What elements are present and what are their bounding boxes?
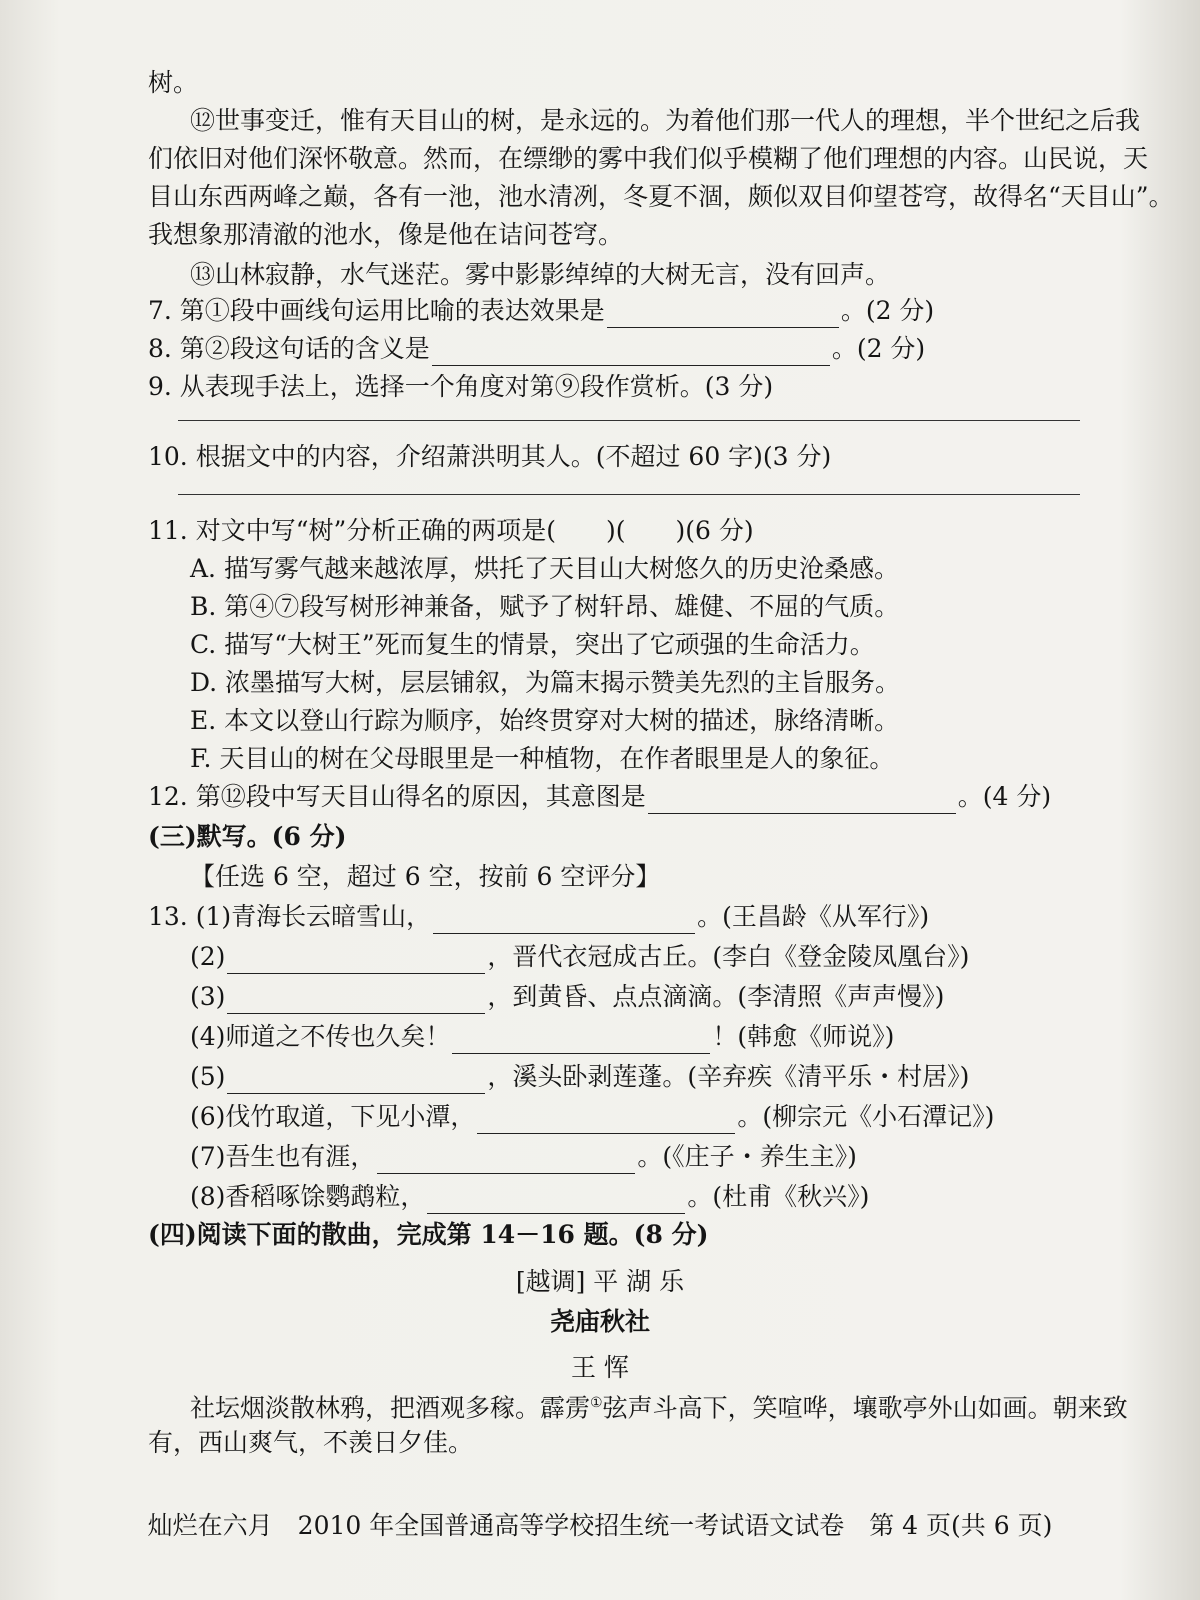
text-line: ⑬山林寂静，水气迷茫。雾中影影绰绰的大树无言，没有回声。 <box>190 260 891 289</box>
dictation-5: (5) ，溪头卧剥莲蓬。(辛弃疾《清平乐・村居》) <box>190 1060 969 1094</box>
poem-tune: [越调] 平 湖 乐 <box>515 1267 685 1296</box>
question-7: 7. 第①段中画线句运用比喻的表达效果是 。(2 分) <box>148 294 934 328</box>
option-e: E. 本文以登山行踪为顺序，始终贯穿对大树的描述，脉络清晰。 <box>190 706 900 735</box>
question-11: 11. 对文中写“树”分析正确的两项是( )( )(6 分) <box>148 516 754 545</box>
dictation-4: (4)师道之不传也久矣！ ！(韩愈《师说》) <box>190 1020 894 1054</box>
option-b: B. 第④⑦段写树形神兼备，赋予了树轩昂、雄健、不屈的气质。 <box>190 592 900 621</box>
option-c: C. 描写“大树王”死而复生的情景，突出了它顽强的生命活力。 <box>190 630 875 659</box>
answer-blank[interactable] <box>432 339 830 366</box>
answer-blank[interactable] <box>477 1107 735 1134</box>
answer-line[interactable] <box>178 420 1080 421</box>
dictation-6: (6)伐竹取道，下见小潭， 。(柳宗元《小石潭记》) <box>190 1100 994 1134</box>
answer-blank[interactable] <box>227 987 485 1014</box>
dictation-1: 13. (1)青海长云暗雪山， 。(王昌龄《从军行》) <box>148 900 929 934</box>
section-4-heading: (四)阅读下面的散曲，完成第 14－16 题。(8 分) <box>148 1220 709 1249</box>
dictation-3: (3) ，到黄昏、点点滴滴。(李清照《声声慢》) <box>190 980 944 1014</box>
answer-blank[interactable] <box>377 1147 635 1174</box>
poem-line-1: 社坛烟淡散林鸦，把酒观多稼。霹雳①弦声斗高下，笑喧哗，壤歌亭外山如画。朝来致 <box>190 1393 1128 1423</box>
question-10: 10. 根据文中的内容，介绍萧洪明其人。(不超过 60 字)(3 分) <box>148 442 832 471</box>
text-line: 们依旧对他们深怀敬意。然而，在缥缈的雾中我们似乎模糊了他们理想的内容。山民说，天 <box>148 144 1149 173</box>
poem-author: 王 恽 <box>571 1353 629 1382</box>
section-3-instruction: 【任选 6 空，超过 6 空，按前 6 空评分】 <box>190 862 661 891</box>
option-d: D. 浓墨描写大树，层层铺叙，为篇末揭示赞美先烈的主旨服务。 <box>190 668 901 697</box>
answer-blank[interactable] <box>648 787 956 814</box>
poem-line-2: 有，西山爽气，不羡日夕佳。 <box>148 1428 474 1457</box>
question-8: 8. 第②段这句话的含义是 。(2 分) <box>148 332 925 366</box>
dictation-8: (8)香稻啄馀鹦鹉粒， 。(杜甫《秋兴》) <box>190 1180 869 1214</box>
answer-blank[interactable] <box>452 1027 710 1054</box>
answer-blank[interactable] <box>433 907 695 934</box>
section-3-heading: (三)默写。(6 分) <box>148 822 347 851</box>
answer-blank[interactable] <box>607 301 839 328</box>
dictation-2: (2) ，晋代衣冠成古丘。(李白《登金陵凤凰台》) <box>190 940 969 974</box>
question-12: 12. 第⑫段中写天目山得名的原因，其意图是 。(4 分) <box>148 780 1051 814</box>
text-line: 目山东西两峰之巅，各有一池，池水清冽，冬夏不涸，颇似双目仰望苍穹，故得名“天目山”。 <box>148 182 1174 211</box>
text-line: 我想象那清澈的池水，像是他在诘问苍穹。 <box>148 220 624 249</box>
answer-blank[interactable] <box>427 1187 685 1214</box>
option-a: A. 描写雾气越来越浓厚，烘托了天目山大树悠久的历史沧桑感。 <box>190 554 899 583</box>
answer-blank[interactable] <box>227 1067 485 1094</box>
answer-blank[interactable] <box>227 947 485 974</box>
dictation-7: (7)吾生也有涯， 。(《庄子・养生主》) <box>190 1140 857 1174</box>
option-f: F. 天目山的树在父母眼里是一种植物，在作者眼里是人的象征。 <box>190 744 895 773</box>
answer-line[interactable] <box>178 494 1080 495</box>
poem-title: 尧庙秋社 <box>549 1307 650 1336</box>
text-line: ⑫世事变迁，惟有天目山的树，是永远的。为着他们那一代人的理想，半个世纪之后我 <box>190 106 1141 135</box>
question-9: 9. 从表现手法上，选择一个角度对第⑨段作赏析。(3 分) <box>148 372 774 401</box>
text-line: 树。 <box>148 68 199 97</box>
page-footer: 灿烂在六月 2010 年全国普通高等学校招生统一考试语文试卷 第 4 页(共 6 页) <box>147 1511 1053 1540</box>
